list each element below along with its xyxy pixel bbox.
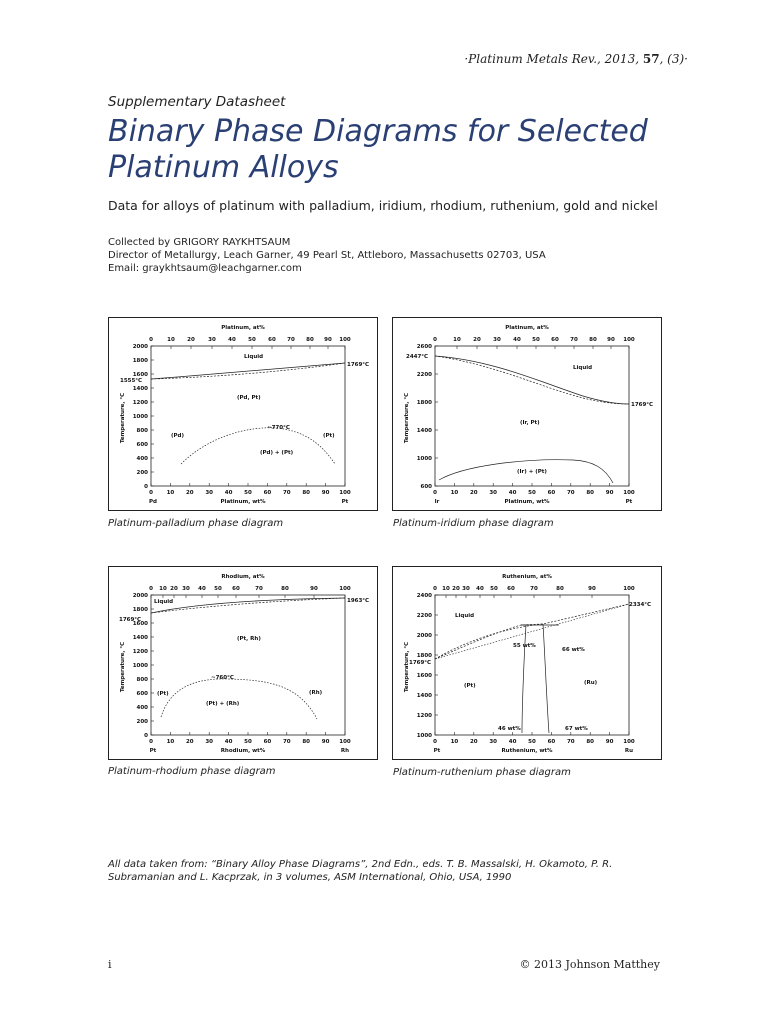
phase-diagram-pt-pd: [108, 317, 378, 511]
miscibility-gap-curve: [181, 428, 335, 464]
label-right-phase: (Rh): [309, 690, 323, 696]
phase-diagram-pt-pd-svg: [109, 318, 377, 510]
top-tick-label: 100: [339, 337, 351, 343]
y-tick-label: 1000: [416, 733, 432, 739]
right-element: Pt: [341, 499, 349, 505]
label-left-phase: (Pt): [157, 691, 169, 697]
label-left-melt: 1555°C: [120, 378, 143, 384]
y-tick-label: 1800: [132, 358, 148, 364]
y-tick-label: 2600: [416, 344, 432, 350]
section-kicker: Supplementary Datasheet: [108, 94, 286, 110]
y-tick-label: 0: [144, 484, 148, 490]
top-tick-label: 40: [513, 337, 521, 343]
bottom-tick-label: 80: [586, 739, 595, 745]
top-tick-label: 90: [310, 586, 318, 592]
top-axis-title: Platinum, at%: [505, 325, 549, 331]
left-element: Pt: [149, 748, 157, 754]
label-right-melt: 1963°C: [347, 598, 370, 604]
author-block: [108, 236, 546, 275]
solidus-curve: [435, 624, 543, 659]
bottom-tick-label: 0: [149, 739, 153, 745]
miscibility-gap-curve: [161, 679, 317, 719]
top-tick-label: 90: [588, 586, 596, 592]
author-affiliation: Director of Metallurgy, Leach Garner, 49 Pearl St, Attleboro, Massachusetts 02703, USA: [108, 250, 546, 261]
top-tick-label: 80: [306, 337, 314, 343]
bottom-tick-label: 20: [469, 490, 478, 496]
pt-solvus-curve: [521, 625, 526, 733]
top-tick-label: 20: [170, 586, 178, 592]
top-tick-label: 100: [339, 586, 351, 592]
bottom-tick-label: 0: [433, 490, 437, 496]
bottom-tick-label: 90: [321, 490, 330, 496]
top-tick-label: 50: [248, 337, 256, 343]
bottom-tick-label: 70: [282, 739, 291, 745]
y-tick-label: 1800: [416, 653, 432, 659]
bottom-tick-label: 80: [302, 739, 311, 745]
bottom-tick-label: 10: [450, 490, 459, 496]
label-left-melt: 1769°C: [119, 617, 142, 623]
phase-diagram-pt-ir-svg: [393, 318, 661, 510]
page-title: [108, 114, 708, 186]
top-axis-title: Ruthenium, at%: [502, 574, 552, 580]
top-tick-label: 70: [255, 586, 263, 592]
bottom-tick-label: 40: [224, 739, 233, 745]
y-tick-label: 200: [136, 719, 148, 725]
y-tick-label: 1600: [132, 372, 148, 378]
plot-frame: [151, 595, 345, 735]
label-55-wt: 55 wt%: [513, 643, 536, 649]
bottom-tick-label: 40: [508, 490, 517, 496]
bottom-tick-label: 30: [205, 490, 214, 496]
top-tick-label: 60: [268, 337, 276, 343]
top-tick-label: 10: [167, 337, 175, 343]
y-tick-label: 800: [136, 428, 148, 434]
label-66-wt: 66 wt%: [562, 647, 585, 653]
bottom-tick-label: 0: [149, 490, 153, 496]
label-left-phase: (Pt): [464, 683, 476, 689]
label-liquid: Liquid: [154, 599, 174, 605]
y-tick-label: 600: [420, 484, 432, 490]
top-tick-label: 0: [149, 586, 153, 592]
top-tick-label: 60: [551, 337, 559, 343]
caption-pt-pd: Platinum-palladium phase diagram: [108, 518, 284, 529]
top-tick-label: 40: [228, 337, 236, 343]
caption-pt-ru: Platinum-ruthenium phase diagram: [393, 767, 571, 778]
bottom-tick-label: 60: [263, 490, 272, 496]
bottom-tick-label: 80: [302, 490, 311, 496]
y-tick-label: 1000: [416, 456, 432, 462]
label-left-melt: 1769°C: [409, 660, 432, 666]
top-tick-label: 30: [208, 337, 216, 343]
right-element: Ru: [624, 748, 634, 754]
y-tick-label: 2200: [416, 372, 432, 378]
y-axis-title: Temperature, °C: [404, 641, 410, 693]
y-tick-label: 1000: [132, 414, 148, 420]
top-tick-label: 60: [507, 586, 515, 592]
top-tick-label: 40: [198, 586, 206, 592]
bottom-axis-title: Rhodium, wt%: [220, 748, 266, 754]
label-solid-solution: (Pd, Pt): [237, 395, 261, 401]
bottom-tick-label: 20: [185, 739, 194, 745]
y-tick-label: 2000: [416, 633, 432, 639]
bottom-tick-label: 60: [263, 739, 272, 745]
y-tick-label: 1800: [416, 400, 432, 406]
page-subtitle: Data for alloys of platinum with palladium, iridium, rhodium, ruthenium, gold and nickel: [108, 198, 658, 213]
top-tick-label: 90: [607, 337, 615, 343]
y-tick-label: 600: [136, 691, 148, 697]
top-axis-title: Rhodium, at%: [221, 574, 265, 580]
top-tick-label: 100: [623, 586, 635, 592]
label-right-phase: (Ru): [584, 680, 598, 686]
bottom-tick-label: 50: [244, 490, 252, 496]
bottom-tick-label: 30: [489, 490, 498, 496]
top-tick-label: 0: [433, 586, 437, 592]
bottom-tick-label: 10: [166, 739, 175, 745]
y-tick-label: 1800: [132, 607, 148, 613]
label-67-wt: 67 wt%: [565, 726, 588, 732]
label-two-phase: (Pt) + (Rh): [206, 701, 240, 707]
bottom-tick-label: 50: [244, 739, 252, 745]
bottom-tick-label: 50: [528, 739, 536, 745]
label-two-phase: (Pd) + (Pt): [260, 450, 294, 456]
top-tick-label: 10: [159, 586, 167, 592]
y-tick-label: 400: [136, 456, 148, 462]
right-element: Pt: [625, 499, 633, 505]
y-tick-label: 1400: [132, 635, 148, 641]
top-tick-label: 90: [324, 337, 332, 343]
y-tick-label: 1200: [132, 649, 148, 655]
bottom-tick-label: 100: [623, 490, 635, 496]
liquidus-curve: [435, 356, 629, 404]
bottom-axis-title: Ruthenium, wt%: [501, 748, 553, 754]
bottom-tick-label: 40: [508, 739, 517, 745]
bottom-tick-label: 90: [321, 739, 330, 745]
label-critical-temp: ~760°C: [211, 675, 234, 681]
top-tick-label: 70: [287, 337, 295, 343]
y-tick-label: 600: [136, 442, 148, 448]
y-tick-label: 1400: [416, 428, 432, 434]
author-email[interactable]: Email: graykhtsaum@leachgarner.com: [108, 263, 302, 274]
left-element: Pt: [433, 748, 441, 754]
bottom-tick-label: 100: [623, 739, 635, 745]
top-axis-title: Platinum, at%: [221, 325, 265, 331]
left-element: Ir: [434, 499, 440, 505]
label-right-melt: 2334°C: [629, 602, 652, 608]
caption-pt-rh: Platinum-rhodium phase diagram: [108, 766, 276, 777]
label-liquid: Liquid: [573, 365, 593, 371]
y-tick-label: 2000: [132, 344, 148, 350]
y-tick-label: 200: [136, 470, 148, 476]
y-tick-label: 1200: [416, 713, 432, 719]
y-axis-title: Temperature, °C: [120, 392, 126, 444]
plot-frame: [435, 346, 629, 486]
bottom-tick-label: 10: [450, 739, 459, 745]
top-tick-label: 50: [532, 337, 540, 343]
y-tick-label: 2200: [416, 613, 432, 619]
label-liquid: Liquid: [455, 613, 475, 619]
label-left-melt: 2447°C: [406, 354, 429, 360]
y-tick-label: 800: [136, 677, 148, 683]
y-tick-label: 1000: [132, 663, 148, 669]
bottom-tick-label: 50: [528, 490, 536, 496]
label-liquid: Liquid: [244, 354, 264, 360]
y-tick-label: 2400: [416, 593, 432, 599]
bottom-tick-label: 20: [185, 490, 194, 496]
y-tick-label: 1400: [416, 693, 432, 699]
top-tick-label: 30: [493, 337, 501, 343]
y-tick-label: 0: [144, 733, 148, 739]
bottom-tick-label: 20: [469, 739, 478, 745]
y-tick-label: 1200: [132, 400, 148, 406]
bottom-tick-label: 90: [605, 490, 614, 496]
top-tick-label: 30: [182, 586, 190, 592]
top-tick-label: 80: [281, 586, 289, 592]
title-line-2: Platinum Alloys: [108, 150, 339, 185]
top-tick-label: 20: [187, 337, 195, 343]
bottom-tick-label: 70: [566, 490, 575, 496]
label-solid-solution: (Ir, Pt): [520, 420, 540, 426]
label-solid-solution: (Pt, Rh): [237, 636, 261, 642]
top-tick-label: 10: [442, 586, 450, 592]
y-tick-label: 1600: [416, 673, 432, 679]
bottom-tick-label: 60: [547, 739, 556, 745]
y-tick-label: 400: [136, 705, 148, 711]
label-right-melt: 1769°C: [631, 402, 654, 408]
right-element: Rh: [340, 748, 350, 754]
journal-reference: ·Platinum Metals Rev., 2013, 57, (3)·: [464, 52, 688, 66]
top-tick-label: 40: [476, 586, 484, 592]
top-tick-label: 10: [453, 337, 461, 343]
bottom-tick-label: 100: [339, 490, 351, 496]
label-46-wt: 46 wt%: [498, 726, 521, 732]
bottom-axis-title: Platinum, wt%: [220, 499, 266, 505]
top-tick-label: 60: [232, 586, 240, 592]
top-tick-label: 20: [452, 586, 460, 592]
y-tick-label: 2000: [132, 593, 148, 599]
caption-pt-ir: Platinum-iridium phase diagram: [393, 518, 554, 529]
page-number: i: [108, 958, 112, 971]
label-right-phase: (Pt): [323, 433, 335, 439]
bottom-tick-label: 70: [282, 490, 291, 496]
liquidus-curve: [151, 598, 345, 613]
y-axis-title: Temperature, °C: [120, 641, 126, 693]
top-tick-label: 70: [530, 586, 538, 592]
title-line-1: Binary Phase Diagrams for Selected: [108, 114, 648, 149]
data-source-note: All data taken from: “Binary Alloy Phase Diagrams”, 2nd Edn., eds. T. B. Massalski, H. Okamoto, P. R. Subramanian and L. Kacprzak, in 3 volumes, ASM International, Ohio, USA, 1990: [108, 859, 613, 883]
label-right-melt: 1769°C: [347, 362, 370, 368]
bottom-tick-label: 90: [605, 739, 614, 745]
top-tick-label: 50: [214, 586, 222, 592]
bottom-tick-label: 40: [224, 490, 233, 496]
y-tick-label: 1400: [132, 386, 148, 392]
top-tick-label: 20: [473, 337, 481, 343]
phase-diagram-pt-ru-svg: [393, 567, 661, 759]
bottom-tick-label: 100: [339, 739, 351, 745]
label-two-phase: (Ir) + (Pt): [517, 469, 547, 475]
phase-diagram-pt-ir: [392, 317, 662, 511]
bottom-tick-label: 60: [547, 490, 556, 496]
phase-diagram-pt-rh: [108, 566, 378, 760]
label-critical-temp: ~770°C: [267, 425, 290, 431]
y-axis-title: Temperature, °C: [404, 392, 410, 444]
phase-diagram-pt-rh-svg: [109, 567, 377, 759]
top-tick-label: 30: [462, 586, 470, 592]
ru-solvus-curve: [543, 624, 549, 733]
left-element: Pd: [149, 499, 157, 505]
bottom-tick-label: 80: [586, 490, 595, 496]
y-tick-label: 1600: [132, 621, 148, 627]
bottom-axis-title: Platinum, wt%: [504, 499, 550, 505]
bottom-tick-label: 30: [489, 739, 498, 745]
solidus-curve: [151, 598, 345, 613]
top-tick-label: 70: [570, 337, 578, 343]
bottom-tick-label: 0: [433, 739, 437, 745]
top-tick-label: 100: [623, 337, 635, 343]
top-tick-label: 50: [490, 586, 498, 592]
bottom-tick-label: 70: [566, 739, 575, 745]
top-tick-label: 80: [589, 337, 597, 343]
phase-diagram-pt-ru: [392, 566, 662, 760]
solidus-curve: [435, 356, 629, 404]
bottom-tick-label: 10: [166, 490, 175, 496]
label-left-phase: (Pd): [171, 433, 184, 439]
copyright: © 2013 Johnson Matthey: [519, 958, 660, 971]
top-tick-label: 0: [433, 337, 437, 343]
top-tick-label: 0: [149, 337, 153, 343]
author-collected: Collected by GRIGORY RAYKHTSAUM: [108, 237, 291, 248]
liquidus-curve: [151, 363, 345, 379]
bottom-tick-label: 30: [205, 739, 214, 745]
top-tick-label: 80: [556, 586, 564, 592]
